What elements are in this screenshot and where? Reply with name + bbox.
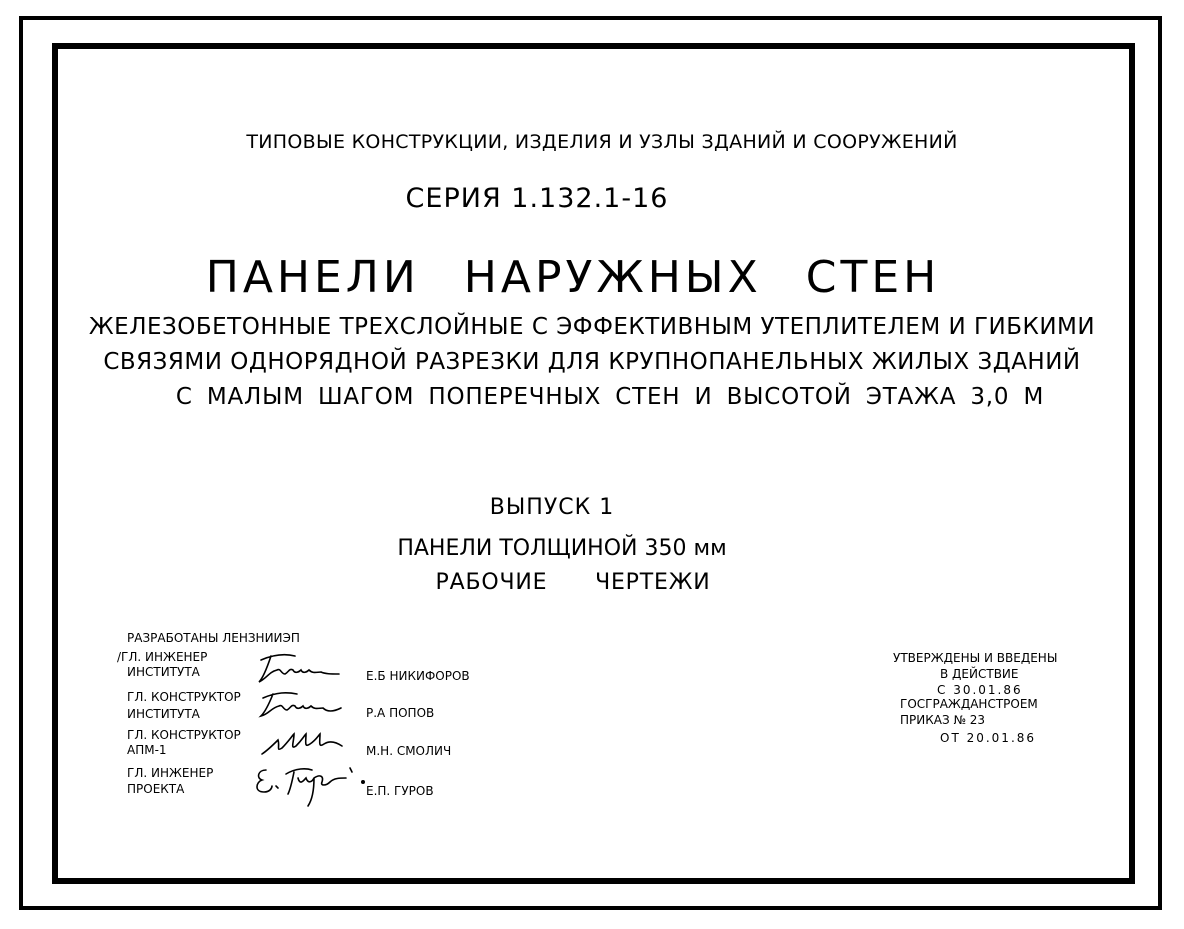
developers-heading: РАЗРАБОТАНЫ ЛЕНЗНИИЭП — [127, 631, 300, 645]
approval-line: УТВЕРЖДЕНЫ И ВВЕДЕНЫ — [893, 651, 1058, 665]
document-title: ПАНЕЛИ НАРУЖНЫХ СТЕН — [205, 252, 941, 303]
person-name: Е.Б НИКИФОРОВ — [366, 669, 470, 683]
series-number: СЕРИЯ 1.132.1-16 — [405, 183, 669, 214]
person-role: ИНСТИТУТА — [127, 665, 200, 679]
person-name: Р.А ПОПОВ — [366, 706, 435, 720]
person-name: Е.П. ГУРОВ — [366, 784, 434, 798]
subtitle-line-1: ЖЕЛЕЗОБЕТОННЫЕ ТРЕХСЛОЙНЫЕ С ЭФФЕКТИВНЫМ УТЕПЛИТЕЛЕМ И ГИБКИМИ — [88, 314, 1096, 340]
category-heading: ТИПОВЫЕ КОНСТРУКЦИИ, ИЗДЕЛИЯ И УЗЛЫ ЗДАНИЙ И СООРУЖЕНИЙ — [246, 131, 958, 153]
signature-nikiforov — [255, 648, 345, 688]
drawing-type: РАБОЧИЕ ЧЕРТЕЖИ — [435, 570, 711, 595]
subtitle-line-2: СВЯЗЯМИ ОДНОРЯДНОЙ РАЗРЕЗКИ ДЛЯ КРУПНОПАНЕЛЬНЫХ ЖИЛЫХ ЗДАНИЙ — [103, 349, 1081, 375]
approval-line: В ДЕЙСТВИЕ — [940, 667, 1019, 681]
approval-order-date: ОТ 20.01.86 — [940, 731, 1037, 745]
person-role: ИНСТИТУТА — [127, 707, 200, 721]
signature-smolich — [258, 726, 348, 762]
approval-order: ПРИКАЗ № 23 — [900, 713, 986, 727]
person-role: ПРОЕКТА — [127, 782, 185, 796]
person-role: ГЛ. ИНЖЕНЕР — [127, 766, 214, 780]
person-role: ГЛ. КОНСТРУКТОР — [127, 690, 241, 704]
issue-number: ВЫПУСК 1 — [489, 495, 615, 520]
inner-frame — [52, 43, 1135, 884]
signature-gurov — [250, 760, 370, 812]
person-name: М.Н. СМОЛИЧ — [366, 744, 452, 758]
subtitle-line-3: С МАЛЫМ ШАГОМ ПОПЕРЕЧНЫХ СТЕН И ВЫСОТОЙ ЭТАЖА 3,0 М — [175, 384, 1045, 410]
approval-date: С 30.01.86 — [937, 683, 1023, 697]
person-role: АПМ-1 — [127, 743, 167, 757]
approval-authority: ГОСГРАЖДАНСТРОЕМ — [900, 697, 1038, 711]
person-role: ГЛ. КОНСТРУКТОР — [127, 728, 241, 742]
panel-thickness: ПАНЕЛИ ТОЛЩИНОЙ 350 мм — [397, 536, 727, 561]
signature-popov — [255, 688, 345, 722]
person-role: /ГЛ. ИНЖЕНЕР — [117, 650, 208, 664]
